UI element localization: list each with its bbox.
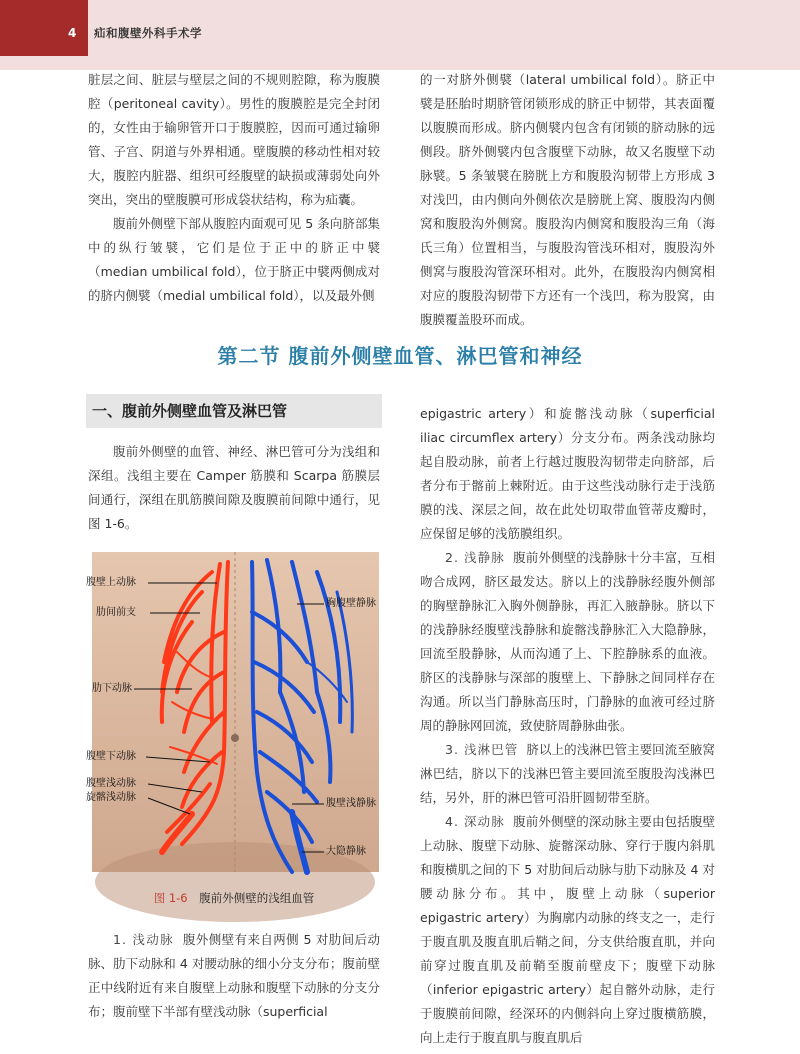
paragraph	[420, 738, 715, 810]
item-label: 4. 深动脉	[445, 814, 505, 829]
subheading: 一、腹前外侧壁血管及淋巴管	[92, 402, 288, 420]
section-heading: 第二节 腹前外侧壁血管、淋巴管和神经	[217, 344, 583, 368]
item-text: 脐以上的浅淋巴管主要回流至腋窝淋巴结，脐以下的浅淋巴管主要回流至腹股沟浅淋巴结，另外，肝的淋巴管可沿肝圆韧带至脐。	[420, 742, 715, 805]
paragraph: 脏层之间、脏层与壁层之间的不规则腔隙，称为腹膜腔（peritoneal cavity）。男性的腹膜腔是完全封闭的，女性由于输卵管开口于腹膜腔，因而可通过输卵管、子宫、阴道与外界相通。壁腹膜的移动性相对较大，腹腔内脏器、组织可经腹壁的缺损或薄弱处向外突出，突出的壁腹膜可形成袋状结构，称为疝囊。	[88, 72, 380, 207]
label-superficial-epigastric-vein: 腹壁浅静脉	[326, 798, 376, 809]
paragraph: 腹前外侧壁下部从腹腔内面观可见 5 条向脐部集中的纵行皱襞，它们是位于正中的脐正中襞（median umbilical fold），位于脐正中襞两侧成对的脐内侧襞（medial umbilical fold），以及最外侧	[88, 216, 380, 303]
left-column-mid	[88, 440, 380, 536]
paragraph	[420, 546, 715, 738]
left-column-top	[88, 68, 380, 308]
right-column-top	[420, 68, 715, 332]
item-label: 3. 浅淋巴管	[445, 742, 519, 757]
page-number: 4	[68, 26, 77, 40]
right-column-bottom	[420, 402, 715, 1050]
label-superficial-epigastric-artery: 腹壁浅动脉	[86, 778, 136, 789]
item-text: 腹前外侧壁的浅静脉十分丰富，互相吻合成网，脐区最发达。脐以上的浅静脉经腹外侧部的胸壁静脉汇入胸外侧静脉，再汇入腋静脉。脐以下的浅静脉经腹壁浅静脉和旋髂浅静脉汇入大隐静脉，回流至股静脉，从而沟通了上、下腔静脉系的血液。脐区的浅静脉与深部的腹壁上、下静脉之间同样存在沟通。所以当门静脉高压时，门静脉的血液可经过脐周的静脉网回流，致使脐周静脉曲张。	[420, 550, 715, 733]
label-inferior-epigastric-artery: 腹壁下动脉	[86, 751, 136, 762]
label-superior-epigastric-artery: 腹壁上动脉	[86, 577, 136, 588]
paragraph	[420, 810, 715, 1050]
paragraph	[88, 928, 380, 1024]
label-great-saphenous-vein: 大隐静脉	[326, 846, 366, 857]
item-text: 腹前外侧壁的深动脉主要由包括腹壁上动脉、腹壁下动脉、旋髂深动脉、穿行于腹内斜肌和腹横肌之间的下 5 对肋间后动脉与肋下动脉及 4 对腰动脉分布。其中，腹壁上动脉（superior epigastric artery）为胸廓内动脉的终支之一，走行于腹直肌及腹直肌后鞘之间，分支供给腹直肌，并向前穿过腹直肌及前鞘至腹前壁皮下；腹壁下动脉（inferior epigastric artery）起自髂外动脉，走行于腹膜前间隙，经深环的内侧斜向上穿过腹横筋膜，向上走行于腹直肌与腹直肌后	[420, 814, 715, 1045]
item-text: 腹外侧壁有来自两侧 5 对肋间后动脉、肋下动脉和 4 对腰动脉的细小分支分布；腹前壁正中线附近有来自腹壁上动脉和腹壁下动脉的分支分布；腹前壁下半部有壁浅动脉（superficial	[88, 932, 380, 1019]
figure-vessels	[86, 552, 379, 872]
label-subcostal-artery: 肋下动脉	[92, 683, 132, 694]
paragraph: epigastric artery）和旋髂浅动脉（superficial iliac circumflex artery）分支分布。两条浅动脉均起自股动脉，前者上行越过腹股沟韧带走向脐部，后者分布于髂前上棘附近。由于这些浅动脉行走于浅筋膜的浅、深层之间，故在此处切取带血管蒂皮瓣时，应保留足够的浅筋膜组织。	[420, 406, 715, 541]
umbilicus	[231, 734, 239, 742]
paragraph: 腹前外侧壁的血管、神经、淋巴管可分为浅组和深组。浅组主要在 Camper 筋膜和 Scarpa 筋膜层间通行，深组在肌筋膜间隙及腹膜前间隙中通行，见图 1-6。	[88, 444, 380, 531]
caption-text: 腹前外侧壁的浅组血管	[199, 891, 315, 905]
paragraph: 的一对脐外侧襞（lateral umbilical fold）。脐正中襞是胚胎时期脐管闭锁形成的脐正中韧带，其表面覆以腹膜而形成。脐内侧襞内包含有闭锁的脐动脉的远侧段。脐外侧襞内包含腹壁下动脉，故又名腹壁下动脉襞。5 条皱襞在膀胱上方和腹股沟韧带上方形成 3 对浅凹，由内侧向外侧依次是膀胱上窝、腹股沟内侧窝和腹股沟外侧窝。腹股沟内侧窝和腹股沟三角（海氏三角）位置相当，与腹股沟管浅环相对，腹股沟外侧窝与腹股沟管深环相对。此外，在腹股沟内侧窝相对应的腹股沟韧带下方还有一个浅凹，称为股窝，由腹膜覆盖股环而成。	[420, 72, 715, 327]
label-anterior-intercostal-branch: 肋间前支	[96, 607, 136, 618]
figure-caption	[88, 890, 380, 906]
running-title: 疝和腹壁外科手术学	[94, 26, 202, 40]
left-column-bottom	[88, 928, 380, 1024]
label-superficial-circumflex-iliac-artery: 旋髂浅动脉	[86, 792, 136, 803]
label-thoracoepigastric-vein: 胸腹壁静脉	[326, 598, 376, 609]
caption-number: 图 1-6	[153, 891, 188, 905]
item-label: 1. 浅动脉	[113, 932, 175, 947]
item-label: 2. 浅静脉	[445, 550, 505, 565]
